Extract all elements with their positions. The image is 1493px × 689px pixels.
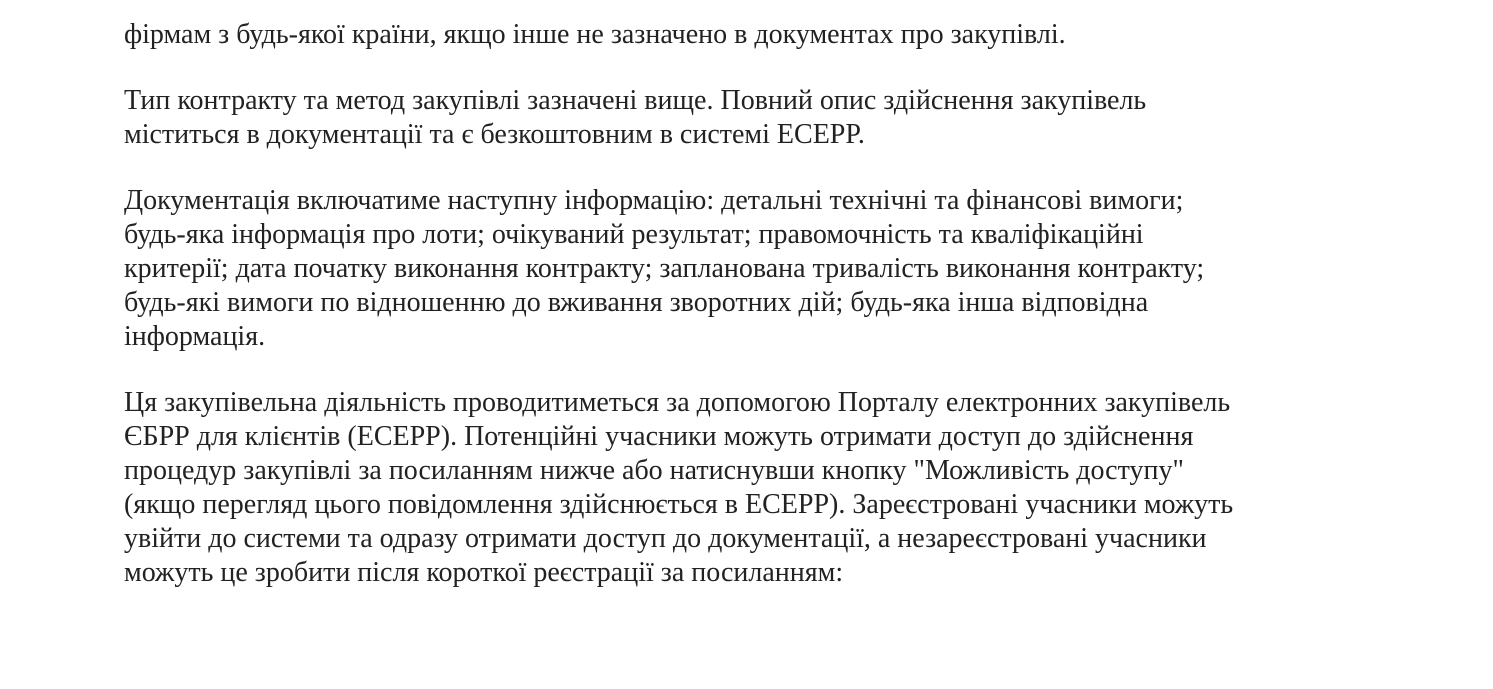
document-body — [124, 18, 1474, 622]
text-line: будь-яка інформація про лоти; очікуваний результат; правомочність та кваліфікаційні — [124, 219, 1144, 250]
text-line: будь-які вимоги по відношенню до вживання зворотних дій; будь-яка інша відповідна — [124, 287, 1149, 318]
text-line: інформація. — [124, 321, 266, 352]
text-line: Тип контракту та метод закупівлі зазначені вище. Повний опис здійснення закупівель — [124, 85, 1147, 116]
paragraph-contract-type — [124, 84, 1474, 152]
text-line: фірмам з будь-якої країни, якщо інше не зазначено в документах про закупівлі. — [124, 19, 1066, 50]
paragraph-eligibility — [124, 18, 1474, 52]
text-line: Документація включатиме наступну інформацію: детальні технічні та фінансові вимоги; — [124, 185, 1184, 216]
text-line: (якщо перегляд цього повідомлення здійснюється в ECEPP). Зареєстровані учасники можуть — [124, 489, 1234, 520]
text-line: процедур закупівлі за посиланням нижче або натиснувши кнопку "Можливість доступу" — [124, 455, 1184, 486]
text-line: Ця закупівельна діяльність проводитиметься за допомогою Порталу електронних закупівель — [124, 387, 1231, 418]
paragraph-procurement-portal — [124, 386, 1474, 590]
text-line: критерії; дата початку виконання контракту; запланована тривалість виконання контракту; — [124, 253, 1205, 284]
paragraph-documentation — [124, 184, 1474, 354]
text-line: ЄБРР для клієнтів (ECEPP). Потенційні учасники можуть отримати доступ до здійснення — [124, 421, 1194, 452]
text-line: можуть це зробити після короткої реєстрації за посиланням: — [124, 557, 844, 588]
text-line: увійти до системи та одразу отримати доступ до документації, а незареєстровані учасники — [124, 523, 1207, 554]
text-line: міститься в документації та є безкоштовним в системі ECEPP. — [124, 119, 865, 150]
